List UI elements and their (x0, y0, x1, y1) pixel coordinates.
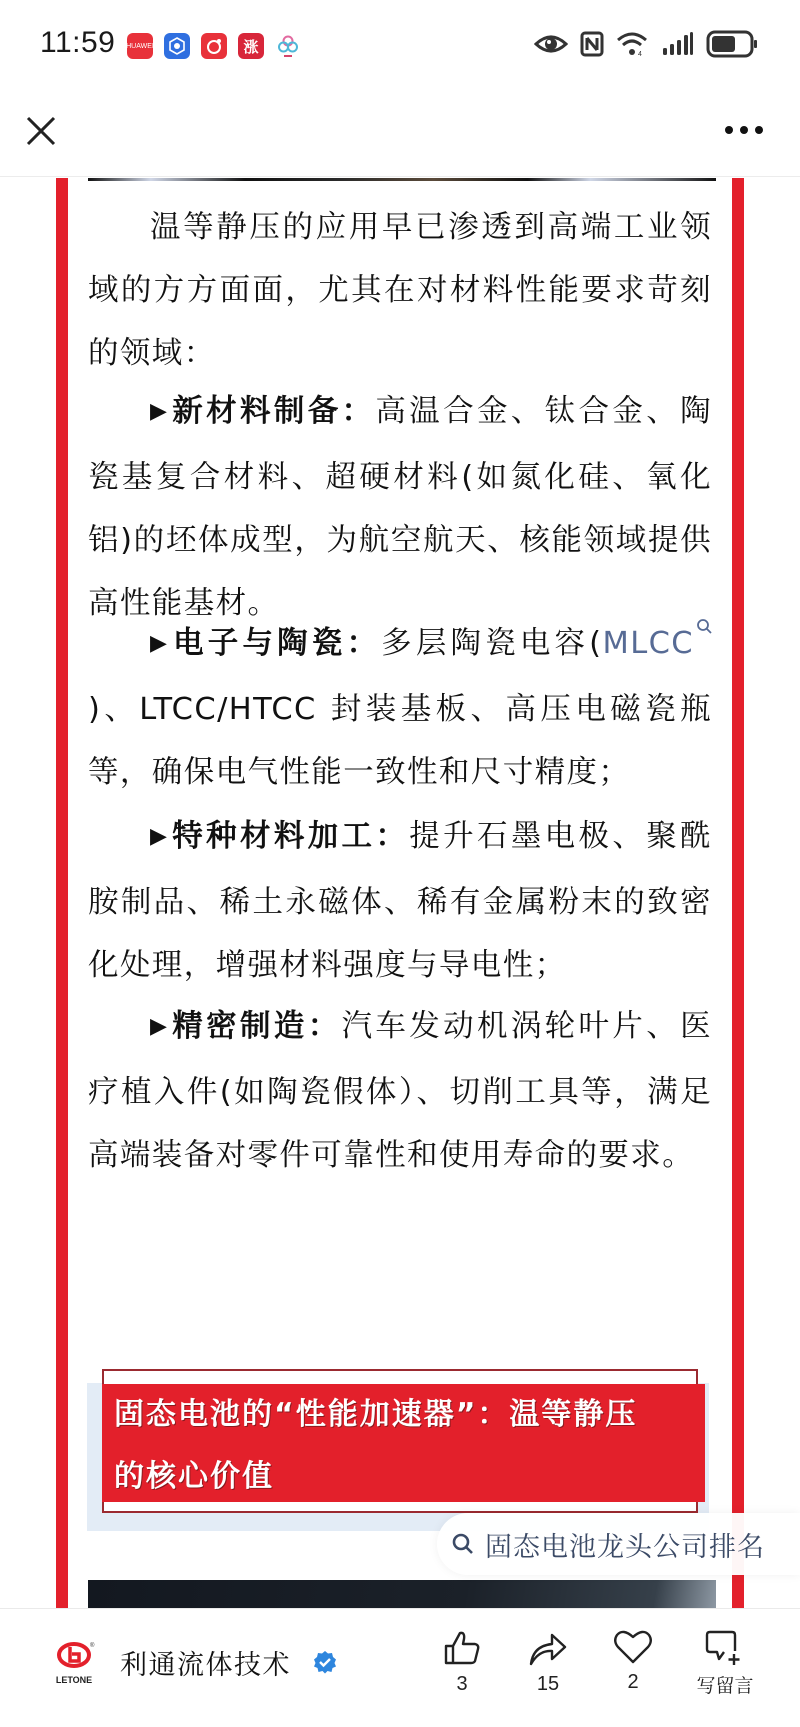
battery-icon (706, 30, 758, 58)
article-image-top-edge (88, 1580, 716, 1608)
verified-badge-icon (313, 1650, 337, 1674)
more-options-button[interactable] (722, 120, 766, 140)
article-body[interactable] (0, 178, 800, 1608)
bullet-title: 精密制造： (172, 1009, 342, 1044)
signal-icon (662, 31, 694, 57)
bottom-action-bar (0, 1608, 800, 1727)
bullet-title: 新材料制备： (172, 394, 376, 429)
system-icons (534, 30, 758, 58)
share-arrow-icon (528, 1629, 568, 1667)
letone-logo-icon (46, 1639, 102, 1687)
write-comment-button[interactable] (680, 1629, 770, 1698)
section-heading: 固态电池的“性能加速器”：温等静压 的核心价值 (102, 1384, 705, 1502)
like-count: 3 (456, 1673, 468, 1695)
cloud-rings-app-icon (275, 33, 301, 59)
svg-text:4: 4 (638, 51, 642, 57)
comment-add-icon (705, 1629, 745, 1665)
more-dot-icon (725, 126, 733, 134)
heart-icon (613, 1629, 653, 1665)
share-count: 15 (536, 1673, 560, 1695)
top-nav (0, 90, 800, 177)
more-dot-icon (740, 126, 748, 134)
favorite-count: 2 (627, 1671, 639, 1693)
bullet-title: 电子与陶瓷： (173, 626, 382, 661)
triangle-bullet-icon: ▶ (150, 631, 172, 656)
account-logo[interactable] (46, 1639, 102, 1687)
notification-icons (127, 33, 301, 59)
favorite-button[interactable] (593, 1629, 673, 1694)
close-icon (24, 114, 58, 148)
like-button[interactable] (422, 1629, 502, 1696)
search-icon[interactable] (696, 618, 712, 634)
bullet-text: 高温合金、钛合金、陶瓷基复合材料、超硬材料(如氮化硅、氧化铝)的坯体成型，为航空航天、核能领域提供高性能基材。 (88, 394, 712, 621)
thumbs-up-icon (443, 1629, 481, 1667)
share-button[interactable] (508, 1629, 588, 1696)
huawei-appgallery-icon: HUAWEI (127, 33, 153, 59)
bullet-electronics-ceramics: ▶电子与陶瓷：多层陶瓷电容(MLCC)、LTCC/HTCC 封装基板、高压电磁瓷瓶等，确保电气性能一致性和尺寸精度； (88, 612, 712, 804)
article-image-bottom-edge (88, 178, 716, 181)
decorative-border-right (732, 178, 744, 1608)
close-button[interactable] (24, 114, 58, 148)
status-bar (0, 0, 800, 90)
section-heading-box (87, 1369, 709, 1531)
zhang-app-icon: 涨 (238, 33, 264, 59)
red-app-icon (201, 33, 227, 59)
mlcc-search-link[interactable]: MLCC (602, 626, 694, 661)
bullet-precision-manufacturing (88, 995, 712, 1187)
eye-comfort-icon (534, 32, 568, 56)
status-time: 11:59 (40, 26, 116, 59)
bullet-title: 特种材料加工： (172, 819, 410, 854)
bullet-special-materials (88, 805, 712, 997)
search-suggestion-text: 固态电池龙头公司排名 (485, 1531, 765, 1563)
triangle-bullet-icon: ▶ (150, 399, 171, 424)
intro-paragraph: 温等静压的应用早已渗透到高端工业领域的方方面面，尤其在对材料性能要求苛刻的领域： (88, 210, 712, 371)
svg-text:LETONE: LETONE (55, 1675, 93, 1685)
triangle-bullet-icon: ▶ (150, 824, 171, 849)
bullet-new-materials (88, 380, 712, 635)
bullet-text: 汽车发动机涡轮叶片、医疗植入件(如陶瓷假体）、切削工具等，满足高端装备对零件可靠性和使用寿命的要求。 (88, 1009, 713, 1173)
search-icon (451, 1532, 475, 1556)
bullet-text: 提升石墨电极、聚酰胺制品、稀土永磁体、稀有金属粉末的致密化处理，增强材料强度与导电性； (88, 819, 712, 983)
write-comment-label: 写留言 (696, 1675, 754, 1697)
svg-text:®: ® (90, 1643, 95, 1649)
wifi-icon (616, 31, 650, 57)
more-dot-icon (755, 126, 763, 134)
account-name[interactable]: 利通流体技术 (120, 1650, 291, 1681)
decorative-border-left (56, 178, 68, 1608)
blue-hand-app-icon (164, 33, 190, 59)
triangle-bullet-icon: ▶ (150, 1014, 171, 1039)
nfc-icon (580, 31, 604, 57)
search-suggestion-pill[interactable] (437, 1513, 800, 1575)
